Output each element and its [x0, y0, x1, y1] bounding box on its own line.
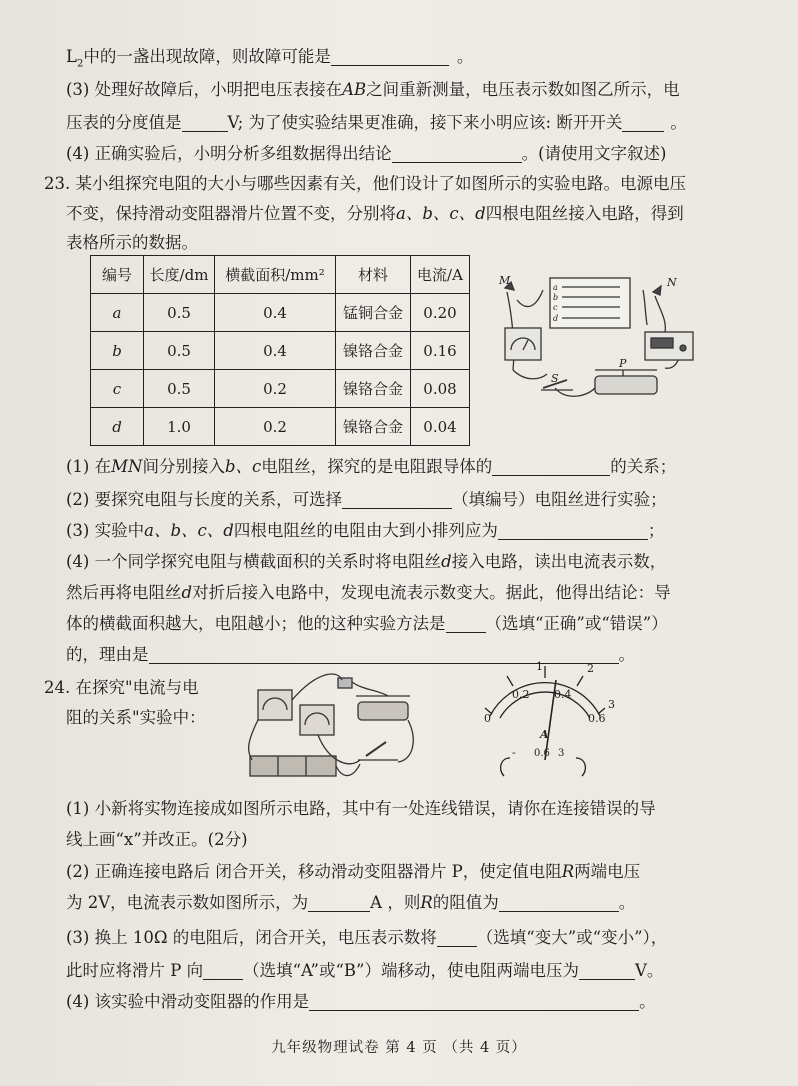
dial-arc [490, 683, 600, 716]
table-cell: 0.20 [411, 294, 470, 332]
text: (3) 实验中 [66, 521, 145, 540]
table-header: 横截面积/mm² [215, 256, 336, 294]
answer-blank[interactable] [308, 893, 370, 912]
table-cell: c [91, 370, 144, 408]
q24-title-2 [66, 706, 206, 730]
label-d: d [553, 314, 559, 323]
tick-2: 2 [587, 662, 594, 675]
answer-blank[interactable] [579, 961, 635, 980]
text: 。 [618, 645, 635, 664]
text: 压表的分度值是 [66, 113, 182, 132]
text: 中的一盏出现故障，则故障可能是 [83, 47, 331, 66]
q23-circuit-figure [495, 270, 705, 410]
table-header: 编号 [91, 256, 144, 294]
text: (1) 小新将实物连接成如图所示电路，其中有一处连线错误，请你在连接错误的导 [66, 799, 656, 818]
var: AB [342, 80, 367, 99]
text: 对折后接入电路中，发现电流表示数变大。据此，他得出结论：导 [192, 583, 671, 602]
q22-p4 [66, 142, 667, 166]
table-cell: 0.08 [411, 370, 470, 408]
table-cell: 0.04 [411, 408, 470, 446]
text: 接入电路，读出电流表示数， [451, 552, 667, 571]
q23-p1 [66, 455, 676, 479]
q24-p2-line-1 [66, 860, 640, 884]
ammeter-dial-figure [470, 658, 620, 778]
tick-0-2: 0.2 [512, 688, 530, 701]
q24-p3-line-2 [66, 959, 663, 983]
text: (2) 正确连接电路后 闭合开关，移动滑动变阻器滑片 P，使定值电阻 [66, 862, 562, 881]
q23-p4-line-2 [66, 581, 671, 605]
text: ； [647, 521, 665, 540]
text: 阻的关系"实验中： [66, 708, 206, 727]
var: a、b、c、d [396, 204, 486, 223]
q23-intro-1 [44, 172, 686, 196]
table-row [91, 294, 470, 332]
text: 的关系； [610, 457, 677, 476]
ammeter-icon [258, 690, 292, 720]
tick-0-4: 0.4 [554, 688, 572, 701]
table-cell: 0.2 [215, 370, 336, 408]
text: 的阻值为 [432, 893, 499, 912]
rheostat-icon [595, 376, 657, 394]
q23-p3 [66, 519, 664, 543]
table-cell: 镍铬合金 [336, 370, 411, 408]
text: 电阻丝，探究的是电阻跟导体的 [261, 457, 493, 476]
table-cell: 镍铬合金 [336, 332, 411, 370]
label-M: M [499, 274, 511, 287]
text: （选填“正确”或“错误”） [485, 614, 668, 633]
resistance-table [90, 255, 470, 446]
var: a、b、c、d [144, 521, 234, 540]
table-header-row [91, 256, 470, 294]
q24-p4 [66, 990, 656, 1014]
q23-p4-line-1 [66, 550, 666, 574]
q23-intro-3 [66, 231, 198, 255]
text: 两端电压 [574, 862, 641, 881]
q23-intro-2 [66, 202, 684, 226]
table-cell: a [91, 294, 144, 332]
voltmeter-icon [300, 705, 334, 735]
terminal-3: 3 [558, 748, 565, 759]
table-header: 长度/dm [144, 256, 215, 294]
text: 。 [456, 47, 474, 66]
table-cell: b [91, 332, 144, 370]
answer-blank[interactable] [182, 113, 228, 132]
text: (2) 要探究电阻与长度的关系，可选择 [66, 490, 343, 509]
text: 。 [670, 113, 687, 132]
answer-blank[interactable] [498, 521, 648, 540]
text: (3) 处理好故障后，小明把电压表接在 [66, 80, 343, 99]
text: 间分别接入 [142, 457, 225, 476]
var: MN [111, 457, 143, 476]
table-cell: 镍铬合金 [336, 408, 411, 446]
table-row [91, 408, 470, 446]
text: V; 为了使实验结果更准确，接下来小明应该: 断开开关 [227, 113, 623, 132]
tick-3: 3 [608, 698, 615, 711]
text: 四根电阻丝的电阻由大到小排列应为 [233, 521, 498, 540]
text: 之间重新测量，电压表示数如图乙所示，电 [366, 80, 680, 99]
text: 线上画“x”并改正。(2分) [66, 830, 248, 849]
text: 的，理由是 [66, 645, 149, 664]
table-cell: 0.16 [411, 332, 470, 370]
answer-blank[interactable] [437, 928, 477, 947]
var: R [561, 862, 575, 881]
table-row [91, 332, 470, 370]
q22-line-1 [66, 45, 473, 76]
text: V。 [634, 961, 664, 980]
q23-p2 [66, 488, 667, 512]
table-cell: 0.4 [215, 294, 336, 332]
q24-title-1 [44, 676, 199, 700]
label-a: a [553, 283, 558, 292]
tick-1: 1 [536, 660, 543, 673]
text: 表格所示的数据。 [66, 233, 198, 252]
text: （填编号）电阻丝进行实验； [452, 490, 667, 509]
text: L [66, 47, 77, 66]
text: A ，则 [370, 893, 421, 912]
text: 四根电阻丝接入电路，得到 [485, 204, 684, 223]
q24-circuit-figure [238, 660, 428, 795]
table-cell: 1.0 [144, 408, 215, 446]
answer-blank[interactable] [492, 457, 610, 476]
answer-blank[interactable] [499, 893, 619, 912]
q22-p3-line-1 [66, 78, 680, 102]
q22-p3-line-2 [66, 111, 687, 135]
answer-blank[interactable] [622, 113, 664, 132]
tick-0: 0 [484, 712, 491, 725]
rheostat-icon [358, 702, 408, 720]
table-cell: 0.5 [144, 294, 215, 332]
table-header: 电流/A [411, 256, 470, 294]
text: 23. 某小组探究电阻的大小与哪些因素有关，他们设计了如图所示的实验电路。电源电压 [44, 174, 686, 193]
table-cell: 锰铜合金 [336, 294, 411, 332]
var: R [420, 893, 433, 912]
table-cell: 0.2 [215, 408, 336, 446]
text: 然后再将电阻丝 [66, 583, 182, 602]
label-N: N [667, 276, 677, 289]
var: d [441, 552, 452, 571]
text: (4) 该实验中滑动变阻器的作用是 [66, 992, 310, 1011]
table-row [91, 370, 470, 408]
answer-blank[interactable] [446, 614, 486, 633]
battery-icon [250, 756, 336, 776]
answer-blank[interactable] [203, 961, 243, 980]
table-cell: 0.5 [144, 332, 215, 370]
text: 体的横截面积越大，电阻越小；他的这种实验方法是 [66, 614, 446, 633]
var: d [181, 583, 193, 602]
tick-0-6: 0.6 [588, 712, 606, 725]
text: （选填“A”或“B”）端移动，使电阻两端电压为 [243, 961, 579, 980]
answer-blank[interactable] [331, 47, 449, 66]
terminal-neg: - [512, 746, 516, 759]
text: 不变，保持滑动变阻器滑片位置不变，分别将 [66, 204, 396, 223]
text: (1) 在 [66, 457, 112, 476]
resistance-board [550, 278, 630, 328]
ammeter-icon [505, 328, 541, 360]
label-c: c [553, 303, 558, 312]
text: (4) 正确实验后，小明分析多组数据得出结论 [66, 144, 392, 163]
answer-blank[interactable] [392, 144, 522, 163]
text: 24. 在探究"电流与电 [44, 678, 199, 697]
var: b、c [224, 457, 262, 476]
label-S: S [551, 372, 559, 385]
terminal-06: 0.6 [534, 748, 550, 759]
text: 。 [639, 992, 656, 1011]
table-header: 材料 [336, 256, 411, 294]
answer-blank[interactable] [342, 490, 452, 509]
q23-p4-line-3 [66, 612, 668, 636]
q24-p3-line-1 [66, 926, 667, 950]
text: (3) 换上 10Ω 的电阻后，闭合开关，电压表示数将 [66, 928, 437, 947]
table-cell: d [91, 408, 144, 446]
q24-p1-line-2 [66, 828, 248, 852]
switch-icon [366, 742, 386, 756]
text: （选填“变大”或“变小”）， [476, 928, 668, 947]
answer-blank[interactable] [309, 992, 639, 1011]
text: 为 2V，电流表示数如图所示，为 [66, 893, 309, 912]
subscript: 2 [76, 58, 84, 70]
q24-p1-line-1 [66, 797, 656, 821]
text: 。(请使用文字叙述) [521, 144, 667, 163]
unit-label: A [540, 728, 549, 741]
page-footer: 九年级物理试卷 第 4 页 （共 4 页） [271, 1040, 527, 1056]
text: (4) 一个同学探究电阻与横截面积的关系时将电阻丝 [66, 552, 442, 571]
table-cell: 0.4 [215, 332, 336, 370]
label-P: P [619, 357, 627, 370]
resistor-icon [338, 678, 352, 688]
text: 此时应将滑片 P 向 [66, 961, 204, 980]
text: 。 [618, 893, 636, 912]
label-b: b [553, 293, 559, 302]
table-cell: 0.5 [144, 370, 215, 408]
q24-p2-line-2 [66, 891, 635, 915]
